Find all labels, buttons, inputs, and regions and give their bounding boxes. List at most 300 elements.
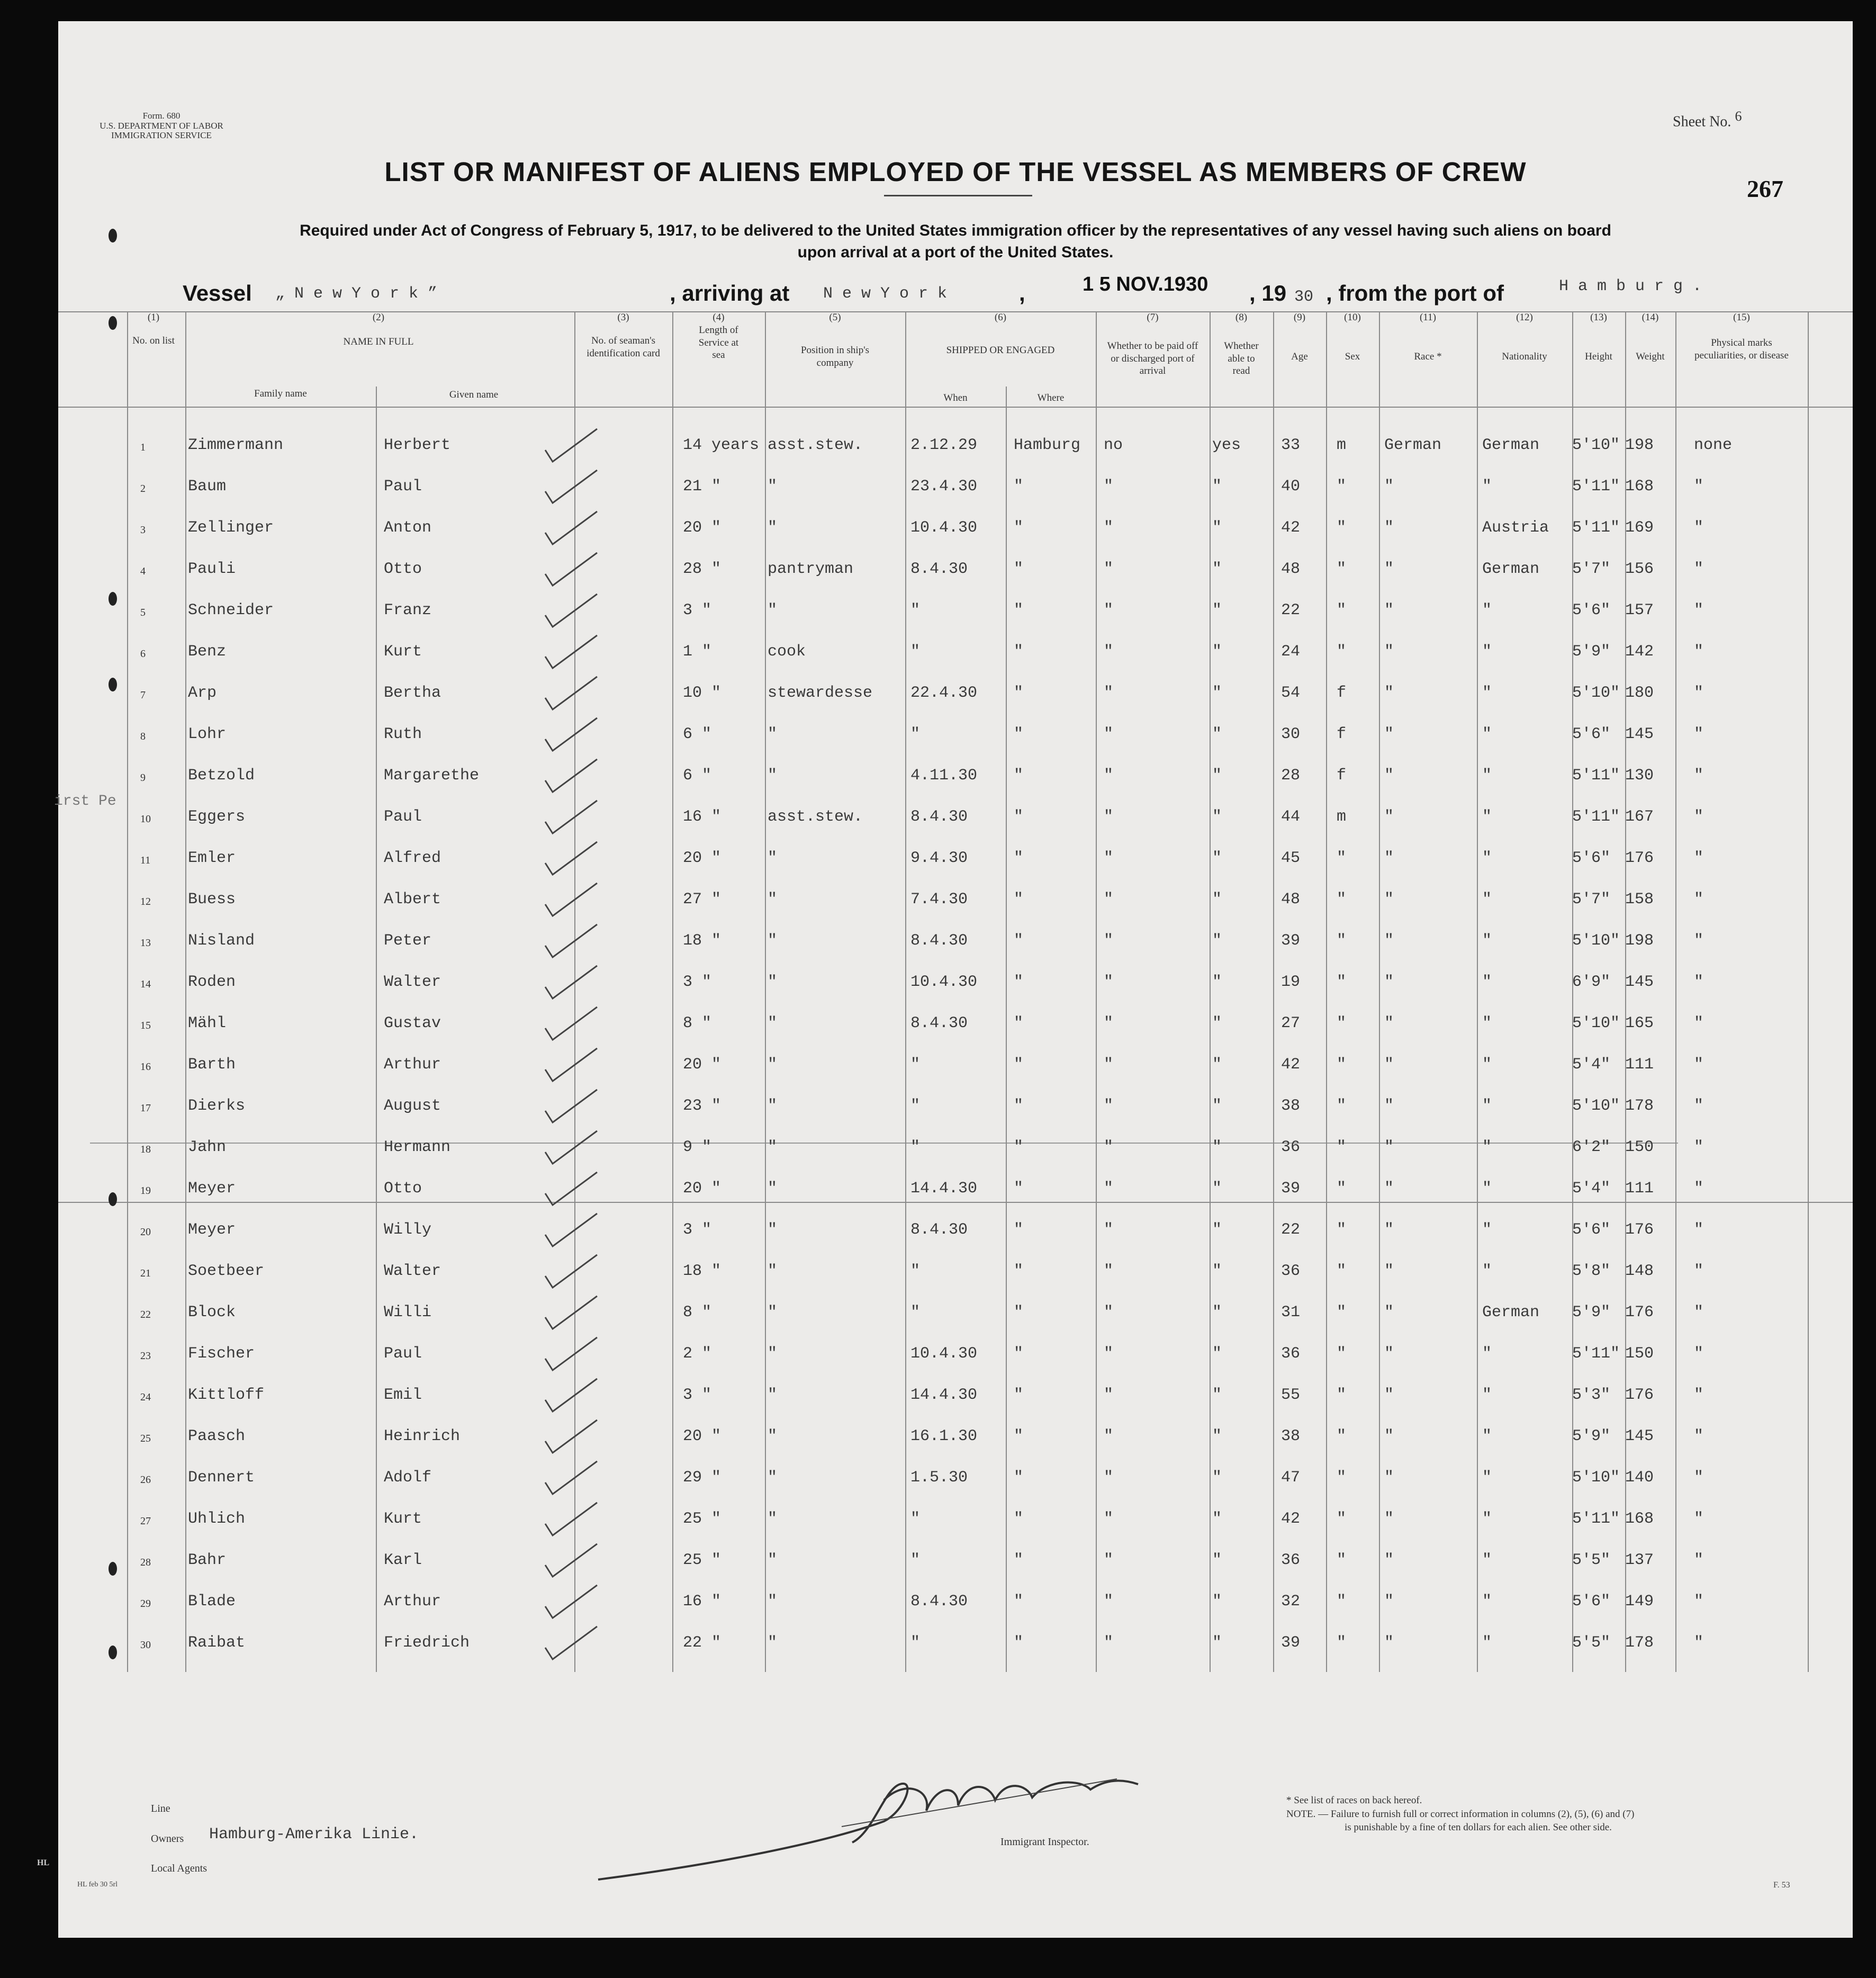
race: " (1384, 1138, 1394, 1156)
paid-off: " (1104, 560, 1114, 578)
weight: 158 (1625, 891, 1654, 909)
col-read-label: Whether able to read (1224, 340, 1259, 377)
col-name-label: NAME IN FULL (343, 336, 414, 347)
shipped-where: " (1014, 560, 1024, 578)
sex: f (1337, 725, 1347, 743)
position: " (768, 1551, 778, 1569)
position: stewardesse (768, 684, 873, 702)
sex: " (1337, 1551, 1347, 1569)
sex: " (1337, 891, 1347, 909)
weight: 156 (1625, 560, 1654, 578)
col-where-header: Where (1037, 392, 1065, 403)
position: " (768, 767, 778, 785)
check-mark-icon (540, 549, 603, 591)
paid-off: " (1104, 891, 1114, 909)
table-row (58, 553, 1853, 593)
given-name: Bertha (384, 684, 441, 702)
given-name: Heinrich (384, 1427, 461, 1445)
race: " (1384, 1593, 1394, 1611)
col-sex-label: Sex (1345, 350, 1360, 362)
physical-marks: " (1694, 1593, 1704, 1611)
check-mark-icon (540, 1457, 603, 1499)
able-to-read: " (1212, 1469, 1222, 1487)
sex: " (1337, 932, 1347, 950)
row-number: 22 (140, 1309, 151, 1320)
shipped-when: " (910, 643, 921, 661)
position: " (768, 1510, 778, 1528)
nationality: " (1482, 849, 1492, 867)
row-number: 10 (140, 813, 151, 825)
table-row (58, 842, 1853, 882)
physical-marks: " (1694, 1262, 1704, 1280)
position: " (768, 849, 778, 867)
check-mark-icon (540, 755, 603, 797)
family-name: Dierks (188, 1097, 246, 1115)
position: " (768, 1180, 778, 1198)
shipped-when: 16.1.30 (910, 1427, 978, 1445)
length-of-service: 18 " (683, 1262, 721, 1280)
weight: 142 (1625, 643, 1654, 661)
row-number: 30 (140, 1639, 151, 1651)
table-row (58, 677, 1853, 717)
length-of-service: 18 " (683, 932, 721, 950)
row-number: 29 (140, 1598, 151, 1610)
nationality: " (1482, 808, 1492, 826)
col-height-header (1572, 311, 1625, 363)
sex: " (1337, 643, 1347, 661)
able-to-read: " (1212, 767, 1222, 785)
sheet-number: 6 (1735, 109, 1742, 124)
table-row (58, 1007, 1853, 1047)
weight: 198 (1625, 932, 1654, 950)
check-mark-icon (540, 714, 603, 756)
shipped-where: " (1014, 1303, 1024, 1321)
weight: 130 (1625, 767, 1654, 785)
sex: " (1337, 1097, 1347, 1115)
shipped-when: 8.4.30 (910, 1593, 968, 1611)
shipped-where: " (1014, 767, 1024, 785)
paid-off: " (1104, 519, 1114, 537)
length-of-service: 6 " (683, 725, 712, 743)
length-of-service: 9 " (683, 1138, 712, 1156)
col-height-number: (13) (1590, 312, 1607, 323)
check-mark-icon (540, 1581, 603, 1623)
col-sex-header (1326, 311, 1379, 363)
sex: " (1337, 1634, 1347, 1652)
weight: 150 (1625, 1138, 1654, 1156)
weight: 178 (1625, 1634, 1654, 1652)
paid-off: " (1104, 1551, 1114, 1569)
col-race-header (1379, 311, 1477, 363)
height: 5'10" (1572, 932, 1620, 950)
able-to-read: " (1212, 1138, 1222, 1156)
col-position-label: Position in ship's company (800, 344, 870, 368)
races-note: * See list of races on back hereof. (1286, 1795, 1422, 1806)
weight: 145 (1625, 725, 1654, 743)
shipped-where: " (1014, 1180, 1024, 1198)
shipped-when: 22.4.30 (910, 684, 978, 702)
able-to-read: " (1212, 1427, 1222, 1445)
age: 48 (1281, 891, 1301, 909)
shipped-when: 10.4.30 (910, 973, 978, 991)
family-name: Betzold (188, 767, 255, 785)
race: " (1384, 1180, 1394, 1198)
shipped-where: " (1014, 684, 1024, 702)
table-row (58, 511, 1853, 552)
given-name: Gustav (384, 1014, 441, 1032)
length-of-service: 3 " (683, 1221, 712, 1239)
sex: " (1337, 1345, 1347, 1363)
length-of-service: 1 " (683, 643, 712, 661)
family-name: Meyer (188, 1221, 236, 1239)
shipped-where: " (1014, 725, 1024, 743)
age: 33 (1281, 436, 1301, 454)
binder-hole (109, 1192, 117, 1206)
shipped-where: " (1014, 1221, 1024, 1239)
shipped-when: 8.4.30 (910, 560, 968, 578)
shipped-when: " (910, 1303, 921, 1321)
shipped-when: " (910, 601, 921, 619)
length-of-service: 6 " (683, 767, 712, 785)
physical-marks: " (1694, 808, 1704, 826)
able-to-read: " (1212, 1221, 1222, 1239)
row-number: 5 (140, 607, 146, 618)
race: " (1384, 767, 1394, 785)
check-mark-icon (540, 1003, 603, 1045)
race: " (1384, 973, 1394, 991)
shipped-where: " (1014, 1427, 1024, 1445)
race: " (1384, 1469, 1394, 1487)
able-to-read: " (1212, 1056, 1222, 1074)
age: 54 (1281, 684, 1301, 702)
physical-marks: " (1694, 1138, 1704, 1156)
row-number: 25 (140, 1433, 151, 1444)
subtitle-line-2: upon arrival at a port of the United States. (797, 243, 1114, 261)
length-of-service: 16 " (683, 1593, 721, 1611)
nationality: " (1482, 1014, 1492, 1032)
nationality: " (1482, 1634, 1492, 1652)
weight: 178 (1625, 1097, 1654, 1115)
position: " (768, 891, 778, 909)
check-mark-icon (540, 507, 603, 550)
weight: 137 (1625, 1551, 1654, 1569)
position: " (768, 725, 778, 743)
local-agents-label: Local Agents (151, 1863, 208, 1874)
col-weight-label: Weight (1636, 350, 1665, 362)
physical-marks: " (1694, 560, 1704, 578)
length-of-service: 8 " (683, 1303, 712, 1321)
age: 27 (1281, 1014, 1301, 1032)
sex: f (1337, 767, 1347, 785)
sex: " (1337, 973, 1347, 991)
table-row (58, 1337, 1853, 1378)
col-nationality-label: Nationality (1502, 350, 1547, 362)
sex: " (1337, 1180, 1347, 1198)
given-name: Willy (384, 1221, 432, 1239)
length-of-service: 25 " (683, 1551, 721, 1569)
height: 5'4" (1572, 1180, 1611, 1198)
paid-off: " (1104, 684, 1114, 702)
row-number: 13 (140, 937, 151, 949)
paid-off: " (1104, 808, 1114, 826)
height: 5'11" (1572, 1345, 1620, 1363)
row-number: 1 (140, 442, 146, 453)
age: 24 (1281, 643, 1301, 661)
able-to-read: " (1212, 1345, 1222, 1363)
row-number: 27 (140, 1515, 151, 1527)
col-weight-number: (14) (1642, 312, 1659, 323)
given-name: Ruth (384, 725, 422, 743)
col-name-number: (2) (372, 312, 385, 323)
physical-marks: " (1694, 1303, 1704, 1321)
check-mark-icon (540, 1168, 603, 1210)
shipped-when: 23.4.30 (910, 478, 978, 496)
nationality: " (1482, 1551, 1492, 1569)
height: 5'11" (1572, 519, 1620, 537)
table-header-rule (58, 407, 1853, 408)
table-row (58, 1255, 1853, 1295)
family-name: Pauli (188, 560, 236, 578)
physical-marks: " (1694, 1469, 1704, 1487)
length-of-service: 8 " (683, 1014, 712, 1032)
col-race-number: (11) (1420, 312, 1436, 323)
age: 30 (1281, 725, 1301, 743)
race: " (1384, 1056, 1394, 1074)
physical-marks: " (1694, 1097, 1704, 1115)
family-name: Meyer (188, 1180, 236, 1198)
col-race-label: Race * (1414, 350, 1442, 362)
check-mark-icon (540, 466, 603, 508)
binder-hole (109, 678, 117, 691)
nationality: German (1482, 436, 1540, 454)
shipped-when: 8.4.30 (910, 808, 968, 826)
check-mark-icon (540, 1044, 603, 1086)
height: 5'7" (1572, 560, 1611, 578)
owners-value: Hamburg-Amerika Linie. (209, 1826, 419, 1844)
position: " (768, 1056, 778, 1074)
paid-off: " (1104, 767, 1114, 785)
weight: 150 (1625, 1345, 1654, 1363)
length-of-service: 27 " (683, 891, 721, 909)
row-number: 23 (140, 1350, 151, 1362)
position: " (768, 601, 778, 619)
shipped-where: " (1014, 932, 1024, 950)
page-stamp: 267 (1747, 175, 1783, 202)
race: " (1384, 1551, 1394, 1569)
paid-off: " (1104, 1510, 1114, 1528)
age: 36 (1281, 1138, 1301, 1156)
paid-off: " (1104, 478, 1114, 496)
weight: 140 (1625, 1469, 1654, 1487)
family-name: Uhlich (188, 1510, 246, 1528)
able-to-read: " (1212, 601, 1222, 619)
race: German (1384, 436, 1442, 454)
height: 5'9" (1572, 643, 1611, 661)
table-row (58, 759, 1853, 799)
inspector-label: Immigrant Inspector. (1000, 1836, 1089, 1848)
row-number: 18 (140, 1144, 151, 1155)
position: asst.stew. (768, 808, 863, 826)
able-to-read: " (1212, 1510, 1222, 1528)
family-name: Buess (188, 891, 236, 909)
col-age-number: (9) (1293, 312, 1306, 323)
table-row (58, 1503, 1853, 1543)
race: " (1384, 1221, 1394, 1239)
shipped-when: 7.4.30 (910, 891, 968, 909)
given-name: Herbert (384, 436, 451, 454)
height: 5'10" (1572, 684, 1620, 702)
given-name: Emil (384, 1386, 422, 1404)
weight: 176 (1625, 1221, 1654, 1239)
able-to-read: yes (1212, 436, 1241, 454)
nationality: " (1482, 1262, 1492, 1280)
shipped-where: " (1014, 643, 1024, 661)
given-name: Arthur (384, 1056, 441, 1074)
length-of-service: 10 " (683, 684, 721, 702)
col-no-number: (1) (147, 312, 160, 323)
sex: " (1337, 1386, 1347, 1404)
vessel-name: „ N e w Y o r k ” (275, 285, 438, 303)
paid-off: " (1104, 1138, 1114, 1156)
position: " (768, 1386, 778, 1404)
table-row (58, 635, 1853, 676)
nationality: Austria (1482, 519, 1549, 537)
shipped-where: " (1014, 1469, 1024, 1487)
physical-marks: " (1694, 767, 1704, 785)
sex: f (1337, 684, 1347, 702)
check-mark-icon (540, 1127, 603, 1169)
family-name: Lohr (188, 725, 227, 743)
able-to-read: " (1212, 1303, 1222, 1321)
sex: " (1337, 1262, 1347, 1280)
height: 5'11" (1572, 808, 1620, 826)
row-number: 4 (140, 565, 146, 577)
weight: 157 (1625, 601, 1654, 619)
col-shipped-header (905, 311, 1096, 357)
family-name: Dennert (188, 1469, 255, 1487)
given-name: Willi (384, 1303, 432, 1321)
nationality: " (1482, 1097, 1492, 1115)
paid-off: " (1104, 1386, 1114, 1404)
sex: " (1337, 1014, 1347, 1032)
nationality: " (1482, 1345, 1492, 1363)
col-idcard-header (574, 311, 672, 359)
able-to-read: " (1212, 560, 1222, 578)
check-mark-icon (540, 1292, 603, 1334)
col-nationality-header (1477, 311, 1572, 363)
binder-hole (109, 1562, 117, 1576)
paid-off: " (1104, 1014, 1114, 1032)
check-mark-icon (540, 1416, 603, 1458)
shipped-when: " (910, 725, 921, 743)
able-to-read: " (1212, 973, 1222, 991)
nationality: " (1482, 1180, 1492, 1198)
nationality: " (1482, 1469, 1492, 1487)
nationality: " (1482, 1056, 1492, 1074)
year-prefix: , 19 (1249, 281, 1287, 305)
sheet-number-block (1673, 109, 1742, 130)
year-suffix: 30 (1294, 288, 1314, 306)
shipped-when: " (910, 1510, 921, 1528)
row-number: 26 (140, 1474, 151, 1486)
col-age-header (1273, 311, 1326, 363)
age: 39 (1281, 1634, 1301, 1652)
paid-off: " (1104, 849, 1114, 867)
col-no-label: No. on list (132, 335, 175, 346)
race: " (1384, 1427, 1394, 1445)
length-of-service: 20 " (683, 519, 721, 537)
weight: 169 (1625, 519, 1654, 537)
weight: 176 (1625, 1386, 1654, 1404)
age: 36 (1281, 1551, 1301, 1569)
shipped-when: " (910, 1634, 921, 1652)
physical-marks: " (1694, 684, 1704, 702)
height: 5'5" (1572, 1634, 1611, 1652)
paid-off: " (1104, 1593, 1114, 1611)
weight: 198 (1625, 436, 1654, 454)
paid-off: " (1104, 1469, 1114, 1487)
height: 5'3" (1572, 1386, 1611, 1404)
shipped-when: " (910, 1262, 921, 1280)
race: " (1384, 891, 1394, 909)
department-name: U.S. DEPARTMENT OF LABOR (100, 120, 223, 131)
weight: 176 (1625, 849, 1654, 867)
col-read-number: (8) (1235, 312, 1248, 323)
physical-marks: " (1694, 1180, 1704, 1198)
footer-note (1286, 1794, 1634, 1835)
weight: 148 (1625, 1262, 1654, 1280)
age: 32 (1281, 1593, 1301, 1611)
sex: " (1337, 1469, 1347, 1487)
table-row (58, 1544, 1853, 1584)
row-number: 17 (140, 1102, 151, 1114)
shipped-where: " (1014, 1593, 1024, 1611)
check-mark-icon (540, 631, 603, 673)
family-name: Zellinger (188, 519, 274, 537)
position: " (768, 932, 778, 950)
height: 6'9" (1572, 973, 1611, 991)
position: " (768, 478, 778, 496)
height: 5'9" (1572, 1303, 1611, 1321)
physical-marks: " (1694, 849, 1704, 867)
given-name: Otto (384, 560, 422, 578)
given-name: Alfred (384, 849, 441, 867)
family-name: Arp (188, 684, 217, 702)
paid-off: " (1104, 1303, 1114, 1321)
row-number: 21 (140, 1267, 151, 1279)
nationality: German (1482, 560, 1540, 578)
shipped-when: 4.11.30 (910, 767, 978, 785)
table-row (58, 470, 1853, 510)
shipped-when: " (910, 1138, 921, 1156)
manifest-sheet (37, 21, 1853, 1938)
sex: " (1337, 849, 1347, 867)
nationality: " (1482, 932, 1492, 950)
check-mark-icon (540, 672, 603, 715)
shipped-when: 2.12.29 (910, 436, 978, 454)
age: 22 (1281, 601, 1301, 619)
family-name: Bahr (188, 1551, 227, 1569)
family-name: Block (188, 1303, 236, 1321)
physical-marks: " (1694, 1345, 1704, 1363)
table-row (58, 1420, 1853, 1460)
page-title: LIST OR MANIFEST OF ALIENS EMPLOYED OF THE VESSEL AS MEMBERS OF CREW (384, 157, 1527, 187)
weight: 165 (1625, 1014, 1654, 1032)
family-name: Soetbeer (188, 1262, 265, 1280)
given-name: Margarethe (384, 767, 480, 785)
race: " (1384, 1303, 1394, 1321)
shipped-when: 14.4.30 (910, 1386, 978, 1404)
